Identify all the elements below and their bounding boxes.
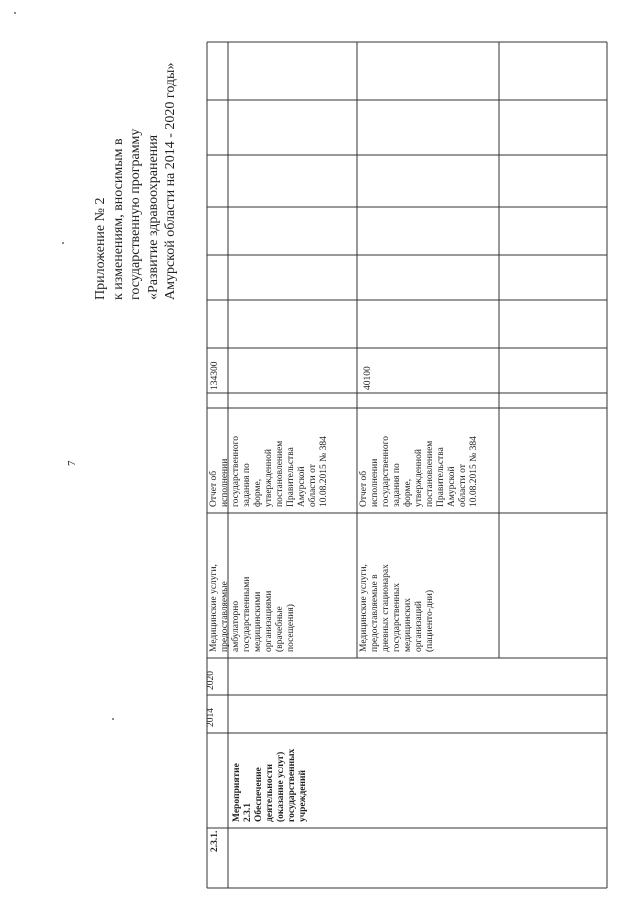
page-number: 7 bbox=[66, 460, 78, 466]
report-line: области от bbox=[308, 464, 318, 507]
service-line: медицинскими bbox=[253, 591, 263, 652]
service-line: предоставляемые bbox=[220, 581, 230, 652]
service-description bbox=[359, 564, 436, 652]
report-line: постановлением bbox=[275, 440, 285, 507]
value-cell: 40100 bbox=[363, 366, 373, 390]
scan-speck bbox=[14, 12, 16, 14]
report-line: Отчет об bbox=[209, 470, 219, 507]
report-line: Амурской bbox=[297, 466, 307, 507]
service-line: государственных bbox=[392, 582, 402, 652]
service-line: государственными bbox=[242, 576, 252, 652]
appendix-line: «Развитие здравоохранения bbox=[145, 134, 161, 300]
report-line: 10.08.2015 № 384 bbox=[469, 436, 479, 507]
service-line: (пациенто-дни) bbox=[425, 589, 435, 652]
service-line: (врачебные bbox=[275, 606, 285, 652]
report-line: форме, bbox=[403, 478, 413, 507]
report-line: утвержденной bbox=[414, 449, 424, 507]
scan-speck bbox=[112, 718, 114, 720]
value-cell: 134300 bbox=[210, 361, 220, 390]
event-line: 2.3.1 bbox=[243, 803, 253, 822]
service-line: Медицинские услуги, bbox=[209, 564, 219, 652]
report-line: утвержденной bbox=[264, 449, 274, 507]
report-description bbox=[209, 436, 330, 507]
service-line: дневных стационарах bbox=[381, 564, 391, 652]
year-start: 2014 bbox=[206, 708, 216, 727]
service-description bbox=[209, 564, 297, 652]
event-line: (оказание услуг) bbox=[276, 751, 286, 822]
event-line: учреждений bbox=[298, 770, 308, 822]
event-line: Обеспечение bbox=[254, 767, 264, 822]
appendix-line: к изменениям, вносимым в bbox=[110, 138, 126, 300]
report-line: задания по bbox=[392, 463, 402, 507]
service-line: организациями bbox=[264, 590, 274, 652]
report-line: государственного bbox=[381, 435, 391, 507]
event-line: государственных bbox=[287, 748, 297, 822]
scan-speck bbox=[62, 242, 64, 244]
service-line: Медицинские услуги, bbox=[359, 564, 369, 652]
report-line: исполнении bbox=[370, 458, 380, 507]
year-end: 2020 bbox=[206, 671, 216, 690]
report-line: Правительства bbox=[436, 447, 446, 507]
report-line: государственного bbox=[231, 435, 241, 507]
report-line: форме, bbox=[253, 478, 263, 507]
report-line: Правительства bbox=[286, 447, 296, 507]
appendix-line: Амурской области на 2014 - 2020 годы» bbox=[163, 62, 178, 300]
report-description bbox=[359, 436, 480, 507]
report-line: задания по bbox=[242, 463, 252, 507]
report-line: Отчет об bbox=[359, 470, 369, 507]
service-line: предоставляемые в bbox=[370, 574, 380, 652]
appendix-line: государственную программу bbox=[128, 128, 143, 300]
appendix-line: Приложение № 2 bbox=[93, 197, 108, 300]
report-line: 10.08.2015 № 384 bbox=[319, 436, 329, 507]
service-line: медицинских bbox=[403, 598, 413, 652]
service-line: организаций bbox=[414, 600, 424, 652]
report-line: исполнении bbox=[220, 458, 230, 507]
service-line: посещения) bbox=[286, 604, 296, 652]
row-number: 2.3.1. bbox=[210, 830, 220, 852]
report-line: области от bbox=[458, 464, 468, 507]
report-line: Амурской bbox=[447, 466, 457, 507]
report-line: постановлением bbox=[425, 440, 435, 507]
event-line: Мероприятие bbox=[232, 763, 242, 822]
service-line: амбулаторно bbox=[231, 600, 241, 652]
event-line: деятельности bbox=[265, 764, 275, 822]
event-description bbox=[232, 749, 309, 822]
